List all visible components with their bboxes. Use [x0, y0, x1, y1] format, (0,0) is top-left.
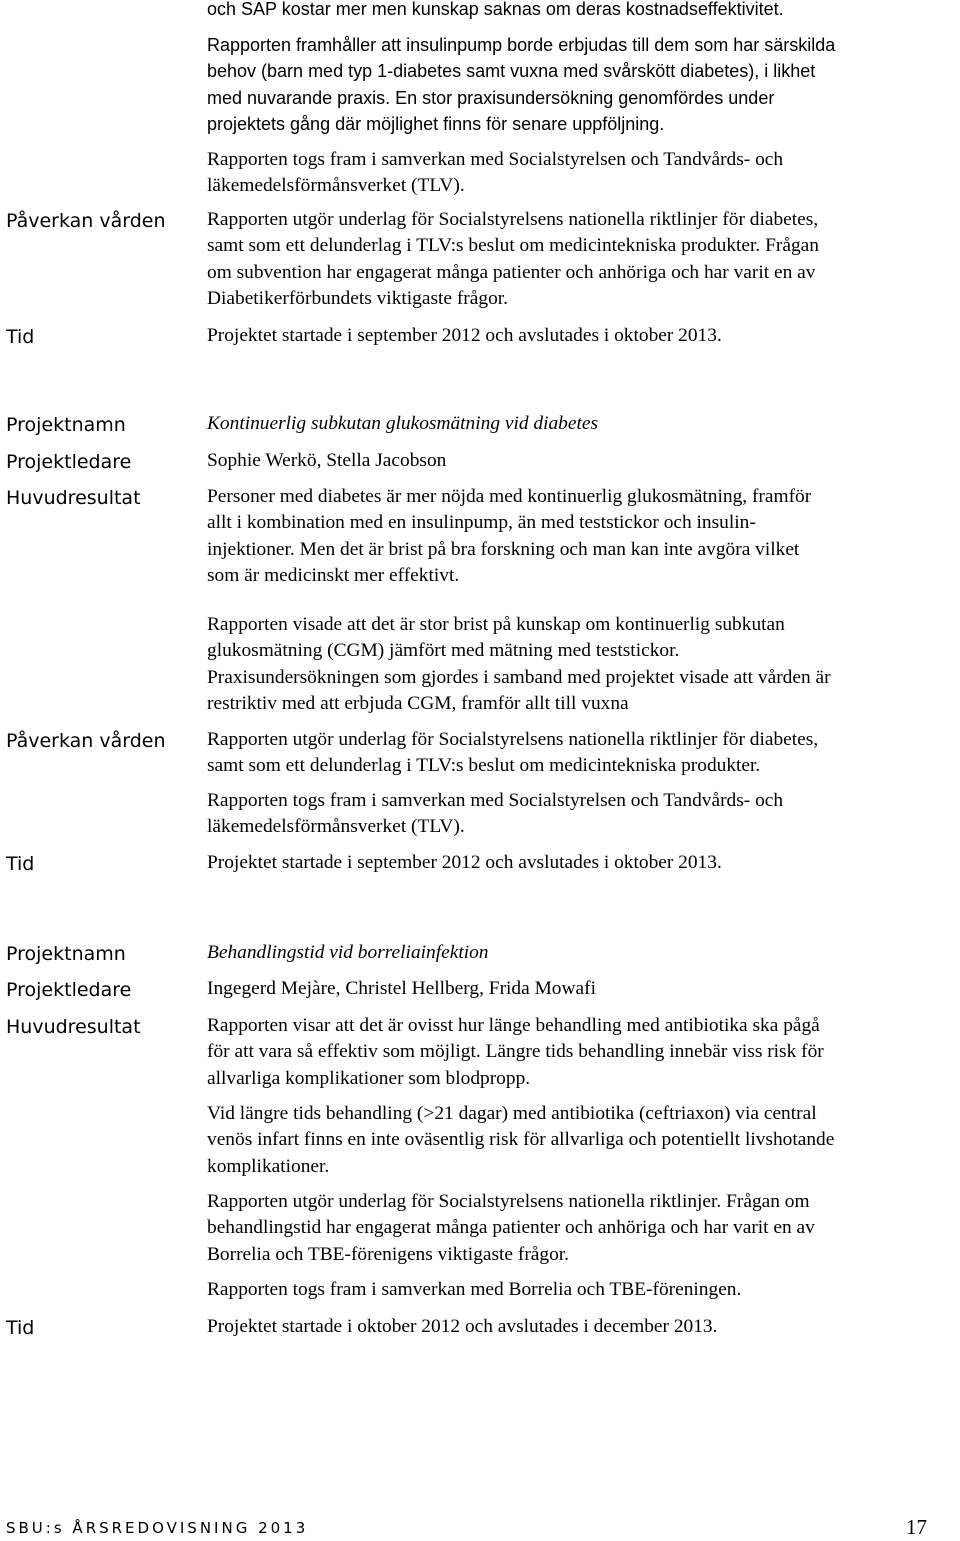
text-line: komplikationer.	[207, 1155, 330, 1177]
text-line: allt i kombination med en insulinpump, än med teststickor och insulin-	[207, 512, 756, 534]
section3-impact-text	[207, 1189, 815, 1268]
section2-result-text	[207, 484, 811, 589]
section1-time-label: Tid	[6, 326, 35, 348]
section2-time-label: Tid	[6, 853, 35, 875]
text-line: läkemedelsförmånsverket (TLV).	[207, 175, 465, 197]
section1-paragraph-b	[207, 147, 783, 200]
section2-name-label: Projektnamn	[6, 414, 126, 436]
text-line: Diabetikerförbundets viktigaste frågor.	[207, 287, 508, 309]
text-line: venös infart finns en inte oväsentlig risk för allvarliga och potentiellt livshotande	[207, 1129, 835, 1151]
section1-time-text: Projektet startade i september 2012 och avslutades i oktober 2013.	[207, 325, 722, 346]
carryover-line: och SAP kostar mer men kunskap saknas om deras kostnadseffektivitet.	[207, 0, 784, 19]
text-line: som är medicinskt mer effektivt.	[207, 564, 460, 586]
text-line: Rapporten togs fram i samverkan med Socialstyrelsen och Tandvårds- och	[207, 149, 784, 170]
text-line: glukosmätning (CGM) jämfört med mätning med teststickor.	[207, 640, 680, 662]
text-line: Personer med diabetes är mer nöjda med kontinuerlig glukosmätning, framför	[207, 486, 812, 507]
text-line: projektets gång där möjlighet finns för senare uppföljning.	[207, 113, 665, 134]
text-line: Rapporten framhåller att insulinpump borde erbjudas till dem som har särskilda	[207, 35, 836, 55]
section3-time-text: Projektet startade i oktober 2012 och avslutades i december 2013.	[207, 1316, 718, 1337]
text-line: restriktiv med att erbjuda CGM, framför allt till vuxna	[207, 692, 629, 714]
section3-leader-label: Projektledare	[6, 979, 132, 1001]
section1-impact-text	[207, 207, 819, 312]
text-line: läkemedelsförmånsverket (TLV).	[207, 816, 465, 838]
section2-result-label: Huvudresultat	[6, 487, 141, 509]
section3-result-text-2	[207, 1101, 834, 1180]
section3-result-text	[207, 1013, 824, 1092]
footer-publication: SBU:s ÅRSREDOVISNING 2013	[6, 1519, 309, 1537]
section2-result-text-2	[207, 612, 831, 717]
section1-impact-label: Påverkan vården	[6, 210, 166, 232]
text-line: Rapporten visar att det är ovisst hur länge behandling med antibiotika ska pågå	[207, 1015, 820, 1036]
text-line: om subvention har engagerat många patienter och anhöriga och har varit en av	[207, 261, 816, 283]
text-line: injektioner. Men det är brist på bra forskning och man kan inte avgöra vilket	[207, 538, 800, 560]
text-line: Rapporten togs fram i samverkan med Socialstyrelsen och Tandvårds- och	[207, 790, 784, 811]
text-line: Rapporten utgör underlag för Socialstyrelsens nationella riktlinjer för diabetes,	[207, 729, 819, 750]
section3-project-leader: Ingegerd Mejàre, Christel Hellberg, Frida Mowafi	[207, 978, 596, 999]
text-line: Borrelia och TBE-förenigens viktigaste frågor.	[207, 1243, 570, 1265]
text-line: allvarliga komplikationer som blodpropp.	[207, 1067, 531, 1089]
section3-result-label: Huvudresultat	[6, 1016, 141, 1038]
text-line: behov (barn med typ 1-diabetes samt vuxna med svårskött diabetes), i likhet	[207, 61, 816, 82]
section2-project-leader: Sophie Werkö, Stella Jacobson	[207, 450, 447, 471]
section2-impact-text	[207, 727, 818, 780]
section2-time-text: Projektet startade i september 2012 och avslutades i oktober 2013.	[207, 852, 722, 873]
text-line: Rapporten visade att det är stor brist på kunskap om kontinuerlig subkutan	[207, 614, 785, 635]
text-line: för att vara så effektiv som möjligt. Längre tids behandling innebär viss risk för	[207, 1041, 824, 1063]
section3-time-label: Tid	[6, 1317, 35, 1339]
text-line: behandlingstid har engagerat många patienter och anhöriga och har varit en av	[207, 1217, 815, 1239]
section3-project-name: Behandlingstid vid borreliainfektion	[207, 942, 489, 963]
section2-project-name: Kontinuerlig subkutan glukosmätning vid diabetes	[207, 413, 599, 434]
text-line: med nuvarande praxis. En stor praxisundersökning genomfördes under	[207, 87, 775, 108]
text-line: Rapporten utgör underlag för Socialstyrelsens nationella riktlinjer för diabetes,	[207, 209, 819, 230]
page-number: 17	[906, 1515, 927, 1539]
section2-leader-label: Projektledare	[6, 451, 132, 473]
section3-name-label: Projektnamn	[6, 943, 126, 965]
text-line: samt som ett delunderlag i TLV:s beslut om medicintekniska produkter. Frågan	[207, 235, 819, 257]
section2-impact-label: Påverkan vården	[6, 730, 166, 752]
section3-impact-text-2: Rapporten togs fram i samverkan med Borrelia och TBE-föreningen.	[207, 1279, 742, 1300]
text-line: Vid längre tids behandling (>21 dagar) med antibiotika (ceftriaxon) via central	[207, 1103, 817, 1124]
text-line: Praxisundersökningen som gjordes i samband med projektet visade att vården är	[207, 666, 831, 688]
text-line: samt som ett delunderlag i TLV:s beslut om medicintekniska produkter.	[207, 755, 761, 777]
text-line: Rapporten utgör underlag för Socialstyrelsens nationella riktlinjer. Frågan om	[207, 1191, 810, 1212]
section1-paragraph-a	[207, 32, 835, 137]
section2-impact-text-2	[207, 788, 783, 841]
